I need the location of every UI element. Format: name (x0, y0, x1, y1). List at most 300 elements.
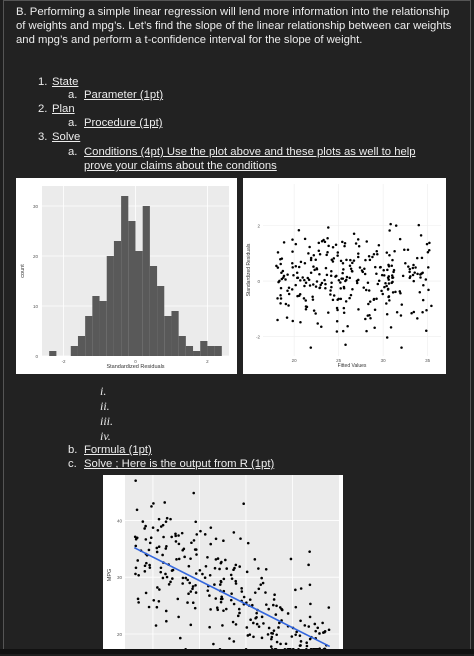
mpg-point (262, 582, 265, 585)
mpg-point (294, 589, 297, 592)
resid-point (336, 299, 339, 302)
hist-bar (171, 311, 178, 356)
resid-point (349, 259, 352, 262)
mpg-point (233, 531, 236, 534)
mpg-y-tick-label: 20 (116, 631, 122, 637)
resid-point (363, 267, 366, 270)
resid-point (357, 252, 360, 255)
resid-point (367, 303, 370, 306)
mpg-point (189, 557, 192, 560)
resid-point (407, 249, 410, 252)
resid-point (283, 241, 286, 244)
mpg-point (318, 632, 321, 635)
mpg-point (134, 545, 137, 548)
mpg-point (170, 536, 173, 539)
mpg-point (152, 502, 155, 505)
mpg-point (220, 561, 223, 564)
resid-point (312, 265, 315, 268)
mpg-point (157, 529, 160, 532)
mpg-point (158, 588, 161, 591)
resid-point (413, 311, 416, 314)
resid-point (315, 285, 318, 288)
resid-point (353, 259, 356, 262)
mpg-point (165, 610, 168, 613)
resid-point (318, 242, 321, 245)
resid-point (381, 293, 384, 296)
mpg-point (137, 598, 140, 601)
mpg-point (218, 568, 221, 571)
resid-point (291, 238, 294, 241)
resid-point (313, 254, 316, 256)
mpg-point (265, 568, 268, 571)
mpg-point (192, 601, 195, 604)
resid-point (277, 281, 280, 284)
mpg-point (238, 565, 241, 568)
mpg-point (215, 537, 218, 540)
resid-point (375, 298, 378, 301)
resid-point (313, 309, 316, 312)
resid-point (291, 288, 294, 291)
hist-bar (207, 346, 214, 356)
item3-label: Solve (52, 131, 81, 143)
resid-point (384, 282, 387, 285)
resid-point (291, 262, 294, 265)
mpg-point (144, 564, 147, 567)
resid-point (428, 242, 431, 245)
resid-point (416, 257, 419, 260)
mpg-point (190, 541, 193, 544)
resid-point (409, 268, 412, 271)
resid-point (312, 283, 315, 286)
resid-point (425, 278, 428, 281)
mpg-point (187, 592, 190, 595)
mpg-point (145, 538, 148, 541)
resid-point (427, 266, 430, 269)
resid-point (416, 273, 419, 276)
mpg-point (239, 537, 242, 540)
resid-point (392, 276, 395, 279)
item3a-line2: prove your claims about the conditions (84, 160, 277, 172)
document-page (3, 0, 471, 653)
resid-point (383, 274, 386, 277)
mpg-point (328, 628, 331, 631)
mpg-point (247, 542, 250, 545)
resid-point (284, 278, 287, 281)
resid-point (364, 259, 367, 262)
resid-point (321, 240, 324, 243)
hist-x-tick-label: 0 (134, 359, 137, 364)
resid-point (340, 298, 343, 301)
resid-point (281, 278, 284, 281)
resid-point (408, 271, 411, 274)
resid-point (279, 302, 282, 305)
roman-4: iv. (100, 429, 111, 443)
mpg-point (234, 580, 237, 583)
mpg-point (158, 545, 161, 548)
hist-bar (157, 286, 164, 356)
resid-point (276, 297, 279, 300)
resid-point (385, 302, 388, 305)
intro-paragraph: B. Performing a simple linear regression will lend more information into the relationship of weights and mpg’s. Let’s find the slope of the linear relationship between car weights and mpg’s and perform a t-confidence interval for the slope of weight. (16, 6, 452, 47)
resid-point (426, 243, 429, 246)
mpg-point (272, 604, 275, 607)
mpg-point (149, 566, 152, 569)
mpg-point (316, 627, 319, 630)
mpg-point (261, 616, 264, 619)
mpg-point (156, 606, 159, 609)
resid-point (334, 275, 337, 278)
resid-point (421, 257, 424, 260)
resid-point (336, 254, 339, 257)
resid-point (313, 269, 316, 272)
resid-point (368, 314, 371, 317)
mpg-point (165, 620, 168, 623)
resid-point (338, 279, 341, 282)
resid-point (332, 299, 335, 302)
mpg-point (303, 624, 306, 627)
mpg-point (152, 526, 155, 529)
mpg-point (158, 518, 161, 521)
resid-point (348, 277, 351, 280)
resid-point (388, 254, 391, 257)
mpg-point (281, 608, 284, 611)
resid-point (326, 237, 329, 240)
resid-point (390, 282, 393, 285)
resid-point (368, 255, 371, 258)
mpg-point (181, 532, 184, 535)
resid-point (277, 266, 280, 269)
resid-point (291, 266, 294, 269)
resid-point (288, 293, 291, 296)
mpg-point (230, 592, 233, 595)
mpg-point (233, 603, 236, 606)
resid-point (412, 280, 415, 283)
mpg-point (220, 598, 223, 601)
mpg-point (195, 572, 198, 575)
resid-point (306, 306, 309, 309)
mpg-point (252, 622, 255, 625)
resid-point (304, 299, 307, 302)
mpg-point (222, 609, 225, 612)
mpg-point (307, 625, 310, 628)
hist-bar (85, 316, 92, 356)
resid-point (386, 269, 389, 272)
resid-point (294, 284, 297, 287)
mpg-point (193, 539, 196, 542)
resid-point (333, 257, 336, 260)
resid-point (305, 282, 308, 285)
resid-point (314, 312, 317, 315)
mpg-point (252, 635, 255, 638)
mpg-point (228, 637, 231, 640)
resid-point (299, 279, 302, 282)
mpg-point (184, 577, 187, 580)
mpg-point (216, 606, 219, 609)
hist-bar (179, 336, 186, 356)
resid-point (407, 265, 410, 268)
mpg-point (178, 558, 181, 561)
item3a-line1: Conditions (4pt) Use the plot above and these plots as well to help (84, 146, 416, 158)
mpg-point (224, 559, 227, 562)
resid-y-tick-label: 0 (257, 279, 260, 285)
mpg-point (206, 589, 209, 592)
resid-point (283, 275, 286, 278)
resid-point (357, 256, 360, 259)
mpg-point (144, 570, 147, 573)
mpg-point (152, 599, 155, 602)
hist-bar (200, 341, 207, 356)
resid-point (319, 284, 322, 287)
resid-point (304, 262, 307, 265)
resid-point (342, 330, 345, 333)
resid-point (318, 249, 321, 252)
hist-y-tick-label: 0 (35, 354, 38, 359)
resid-point (330, 286, 333, 289)
resid-point (374, 308, 377, 311)
mpg-point (186, 579, 189, 582)
mpg-point (270, 638, 273, 641)
mpg-point (257, 588, 260, 591)
hist-y-axis-label: count (20, 264, 26, 278)
resid-point (365, 330, 368, 333)
mpg-point (270, 645, 273, 648)
resid-point (413, 271, 416, 274)
mpg-plot-bg (125, 475, 339, 651)
resid-point (292, 320, 295, 323)
mpg-point (273, 598, 276, 601)
item3b-label: Formula (1pt) (84, 444, 152, 456)
resid-point (389, 223, 392, 226)
resid-point (345, 259, 348, 262)
resid-point (298, 294, 301, 297)
mpg-point (212, 643, 215, 646)
resid-point (400, 314, 403, 317)
resid-point (337, 251, 340, 254)
resid-point (342, 268, 345, 271)
mpg-y-tick-label: 40 (116, 518, 122, 524)
resid-point (416, 317, 419, 320)
resid-point (296, 271, 299, 274)
resid-point (400, 346, 403, 349)
mpg-point (148, 564, 151, 567)
mpg-point (134, 479, 137, 482)
mpg-point (194, 520, 197, 523)
mpg-point (237, 615, 240, 618)
mpg-point (204, 533, 207, 536)
resid-point (280, 297, 283, 300)
mpg-point (249, 598, 252, 601)
resid-point (388, 295, 391, 298)
resid-point (428, 249, 431, 252)
item1a-letter: a. (68, 89, 78, 101)
resid-point (279, 294, 282, 297)
item2-number: 2. (38, 103, 48, 115)
mpg-point (150, 536, 153, 539)
resid-point (349, 264, 352, 267)
mpg-point (256, 623, 259, 626)
mpg-point (142, 520, 145, 523)
mpg-point (279, 606, 282, 609)
resid-point (292, 274, 295, 277)
resid-point (356, 282, 359, 285)
resid-point (387, 288, 390, 291)
resid-point (346, 325, 349, 328)
resid-point (427, 289, 430, 292)
mpg-point (243, 596, 246, 599)
resid-point (277, 251, 280, 254)
resid-point (410, 312, 413, 315)
mpg-point (273, 629, 276, 632)
mpg-point (279, 643, 282, 646)
resid-point (357, 238, 360, 241)
hist-y-tick-label: 30 (32, 204, 38, 209)
mpg-point (206, 556, 209, 559)
resid-point (330, 270, 333, 273)
item3-number: 3. (38, 131, 48, 143)
mpg-point (220, 601, 223, 604)
hist-y-tick-label: 10 (32, 304, 38, 309)
mpg-point (177, 534, 180, 537)
resid-point (319, 253, 322, 256)
resid-point (379, 266, 382, 269)
resid-point (365, 240, 368, 243)
mpg-point (307, 564, 310, 567)
resid-point (364, 318, 367, 321)
mpg-point (238, 612, 241, 615)
mpg-point (163, 501, 166, 504)
mpg-point (213, 583, 216, 586)
mpg-point (268, 627, 271, 630)
mpg-point (161, 554, 164, 557)
mpg-point (260, 577, 263, 580)
resid-point (359, 266, 362, 269)
mpg-point (308, 550, 311, 553)
hist-bar (128, 221, 135, 356)
mpg-point (189, 590, 192, 593)
resid-point (391, 265, 394, 268)
resid-point (295, 265, 298, 268)
hist-bar (193, 351, 200, 356)
item3a-letter: a. (68, 146, 78, 158)
hist-x-axis-label: Standardized Residuals (106, 364, 165, 370)
mpg-point (164, 573, 167, 576)
resid-point (299, 321, 302, 324)
resid-point (351, 288, 354, 291)
resid-point (414, 266, 417, 269)
resid-point (344, 280, 347, 283)
mpg-point (199, 530, 202, 533)
mpg-point (135, 567, 138, 570)
mpg-point (238, 608, 241, 611)
resid-point (403, 249, 406, 252)
resid-point (425, 330, 428, 333)
resid-point (329, 289, 332, 292)
mpg-point (181, 582, 184, 585)
resid-point (364, 273, 367, 276)
resid-point (402, 275, 405, 278)
resid-point (343, 245, 346, 248)
resid-point (351, 262, 354, 265)
resid-point (404, 262, 407, 265)
item3c-label: Solve ; Here is the output from R (1pt) (84, 458, 275, 470)
mpg-scatter-panel (103, 475, 343, 651)
resid-point (381, 274, 384, 277)
resid-point (375, 272, 378, 275)
mpg-point (135, 538, 138, 541)
mpg-point (214, 567, 217, 570)
mpg-point (149, 542, 152, 545)
mpg-point (321, 622, 324, 625)
resid-point (385, 285, 388, 288)
resid-y-tick-label: 2 (257, 223, 260, 229)
mpg-point (217, 557, 220, 560)
hist-bar (114, 241, 121, 356)
mpg-point (188, 582, 191, 585)
item1a-label: Parameter (1pt) (84, 89, 164, 101)
item1-label: State (52, 76, 79, 88)
mpg-point (148, 606, 151, 609)
mpg-point (162, 536, 165, 539)
resid-point (358, 245, 361, 248)
residual-histogram (16, 178, 237, 374)
mpg-point (309, 583, 312, 586)
mpg-point (275, 613, 278, 616)
resid-point (344, 343, 347, 346)
resid-point (330, 282, 333, 285)
resid-point (327, 226, 330, 229)
mpg-point (235, 623, 238, 626)
resid-x-tick-label: 25 (336, 358, 342, 363)
mpg-point (309, 603, 312, 606)
resid-point (309, 284, 312, 287)
resid-point (286, 273, 289, 276)
resid-point (305, 308, 308, 311)
mpg-point (136, 508, 139, 511)
resid-point (303, 285, 306, 288)
mpg-point (168, 583, 171, 586)
mpg-point (290, 558, 293, 561)
resid-point (308, 279, 311, 282)
resid-point (348, 297, 351, 300)
resid-point (343, 307, 346, 310)
hist-bar (136, 251, 143, 356)
resid-point (336, 307, 339, 310)
resid-point (303, 279, 306, 282)
resid-point (351, 270, 354, 273)
mpg-point (285, 642, 288, 645)
resid-point (369, 300, 372, 303)
resid-point (291, 250, 294, 253)
mpg-point (232, 568, 235, 571)
hist-bar (143, 206, 150, 356)
resid-point (325, 267, 328, 270)
mpg-y-axis-label: MPG (107, 568, 113, 582)
item1-number: 1. (38, 76, 48, 88)
resid-point (327, 311, 330, 314)
resid-point (286, 316, 289, 319)
resid-point (361, 269, 364, 272)
mpg-point (169, 518, 172, 521)
mpg-point (235, 582, 238, 585)
resid-point (319, 286, 322, 289)
resid-point (412, 267, 415, 270)
resid-point (308, 246, 311, 249)
mpg-point (291, 635, 294, 638)
mpg-point (249, 618, 252, 621)
mpg-point (254, 591, 257, 594)
mpg-point (165, 545, 168, 548)
resid-point (365, 289, 368, 292)
